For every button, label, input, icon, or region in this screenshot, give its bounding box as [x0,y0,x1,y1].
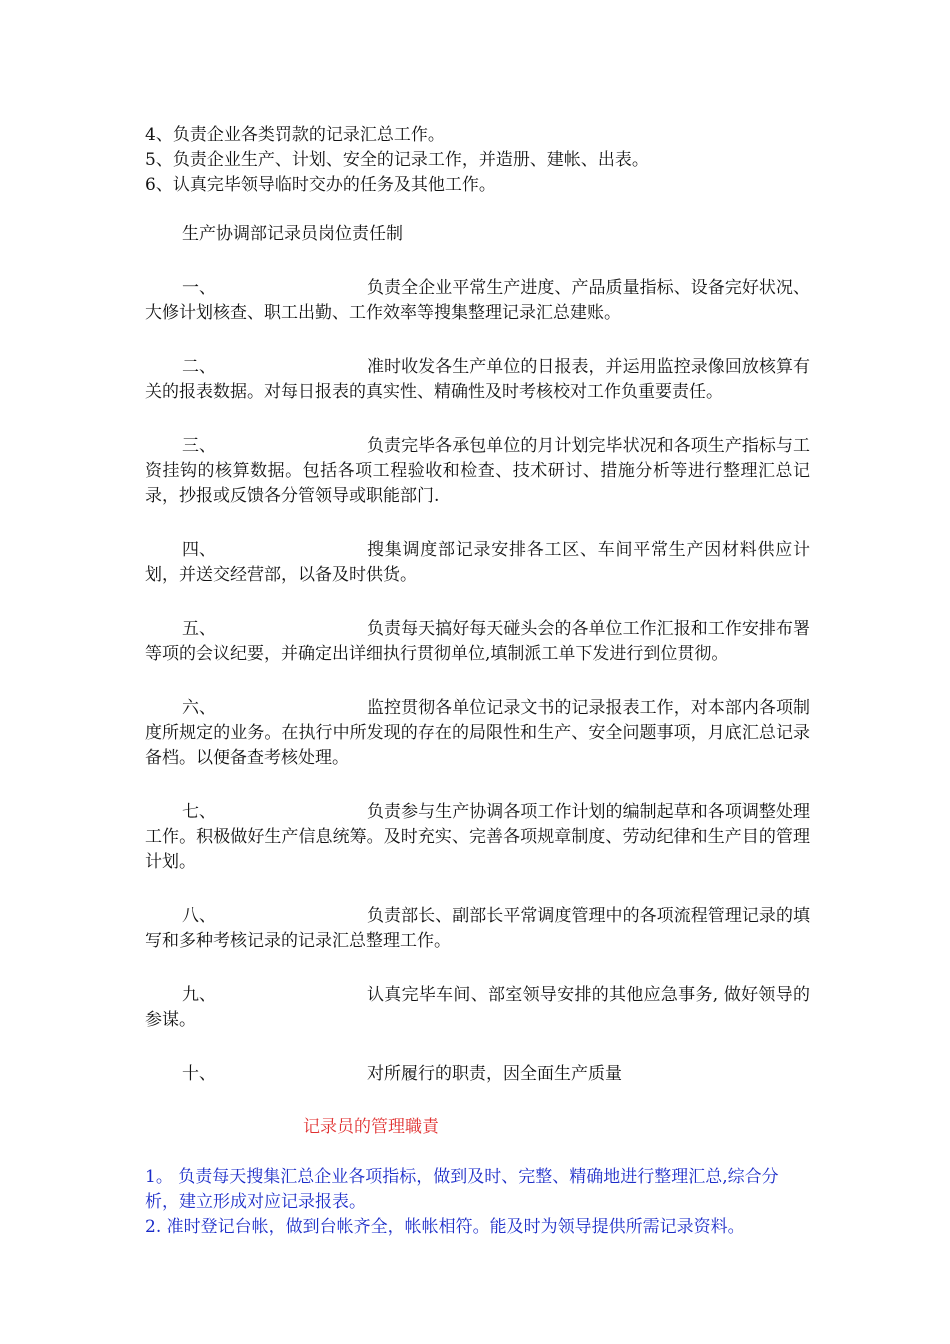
management-duty-2: 2. 准时登记台帐，做到台帐齐全，帐帐相符。能及时为领导提供所需记录资料。 [145,1217,745,1237]
duty-item-8 [145,904,810,954]
duty-item-10 [145,1062,810,1087]
duty-number: 八、 [182,906,216,926]
duty-text: 认真完毕车间、部室领导安排的其他应急事务, 做好领导的参谋。 [145,985,810,1030]
duty-number: 五、 [182,619,216,639]
duty-number: 七、 [182,802,216,822]
duty-text: 负责完毕各承包单位的月计划完毕状况和各项生产指标与工资挂钩的核算数据。包括各项工程验收和检查、技术研讨、措施分析等进行整理汇总记录，抄报或反馈各分管领导或职能部门. [145,436,810,506]
duty-number: 三、 [182,436,216,456]
duty-item-1 [145,276,810,326]
intro-item-5: 5、负责企业生产、计划、安全的记录工作，并造册、建帐、出表。 [145,150,649,170]
duty-text: 负责全企业平常生产进度、产品质量指标、设备完好状况、大修计划核查、职工出勤、工作效率等搜集整理记录汇总建账。 [145,278,810,323]
duty-text: 监控贯彻各单位记录文书的记录报表工作，对本部内各项制度所规定的业务。在执行中所发现的存在的局限性和生产、安全问题事项，月底汇总记录备档。以便备查考核处理。 [145,698,810,768]
duty-list [145,276,810,1087]
duty-text: 负责每天搞好每天碰头会的各单位工作汇报和工作安排布署等项的会议纪要，并确定出详细执行贯彻单位,填制派工单下发进行到位贯彻。 [145,619,810,664]
section-title: 生产协调部记录员岗位责任制 [182,224,403,244]
intro-list [145,123,810,198]
management-duties-list [145,1165,810,1240]
duty-item-3 [145,434,810,509]
document-page [145,123,810,1240]
management-duty-1: 1。 负责每天搜集汇总企业各项指标，做到及时、完整、精确地进行整理汇总,综合分析，建立形成对应记录报表。 [145,1167,779,1212]
duty-item-2 [145,355,810,405]
duty-text: 搜集调度部记录安排各工区、车间平常生产因材料供应计划，并送交经营部，以备及时供货。 [145,540,810,585]
duty-number: 九、 [182,985,216,1005]
duty-item-9 [145,983,810,1033]
duty-item-7 [145,800,810,875]
duty-item-4 [145,538,810,588]
intro-item-6: 6、认真完毕领导临时交办的任务及其他工作。 [145,175,496,195]
duty-item-6 [145,696,810,771]
duty-number: 二、 [182,357,216,377]
intro-item-4: 4、负责企业各类罚款的记录汇总工作。 [145,125,445,145]
duty-item-5 [145,617,810,667]
duty-text: 对所履行的职责，因全面生产质量 [367,1064,622,1084]
duty-text: 负责部长、副部长平常调度管理中的各项流程管理记录的填写和多种考核记录的记录汇总整理工作。 [145,906,810,951]
duty-text: 负责参与生产协调各项工作计划的编制起草和各项调整处理工作。积极做好生产信息统筹。及时充实、完善各项规章制度、劳动纪律和生产目的管理计划。 [145,802,810,872]
duty-number: 六、 [182,698,216,718]
duty-number: 十、 [182,1064,216,1084]
management-duties-title: 记录员的管理職責 [303,1117,439,1137]
duty-text: 准时收发各生产单位的日报表，并运用监控录像回放核算有关的报表数据。对每日报表的真实性、精确性及时考核校对工作负重要责任。 [145,357,810,402]
duty-number: 一、 [182,278,216,298]
duty-number: 四、 [182,540,216,560]
